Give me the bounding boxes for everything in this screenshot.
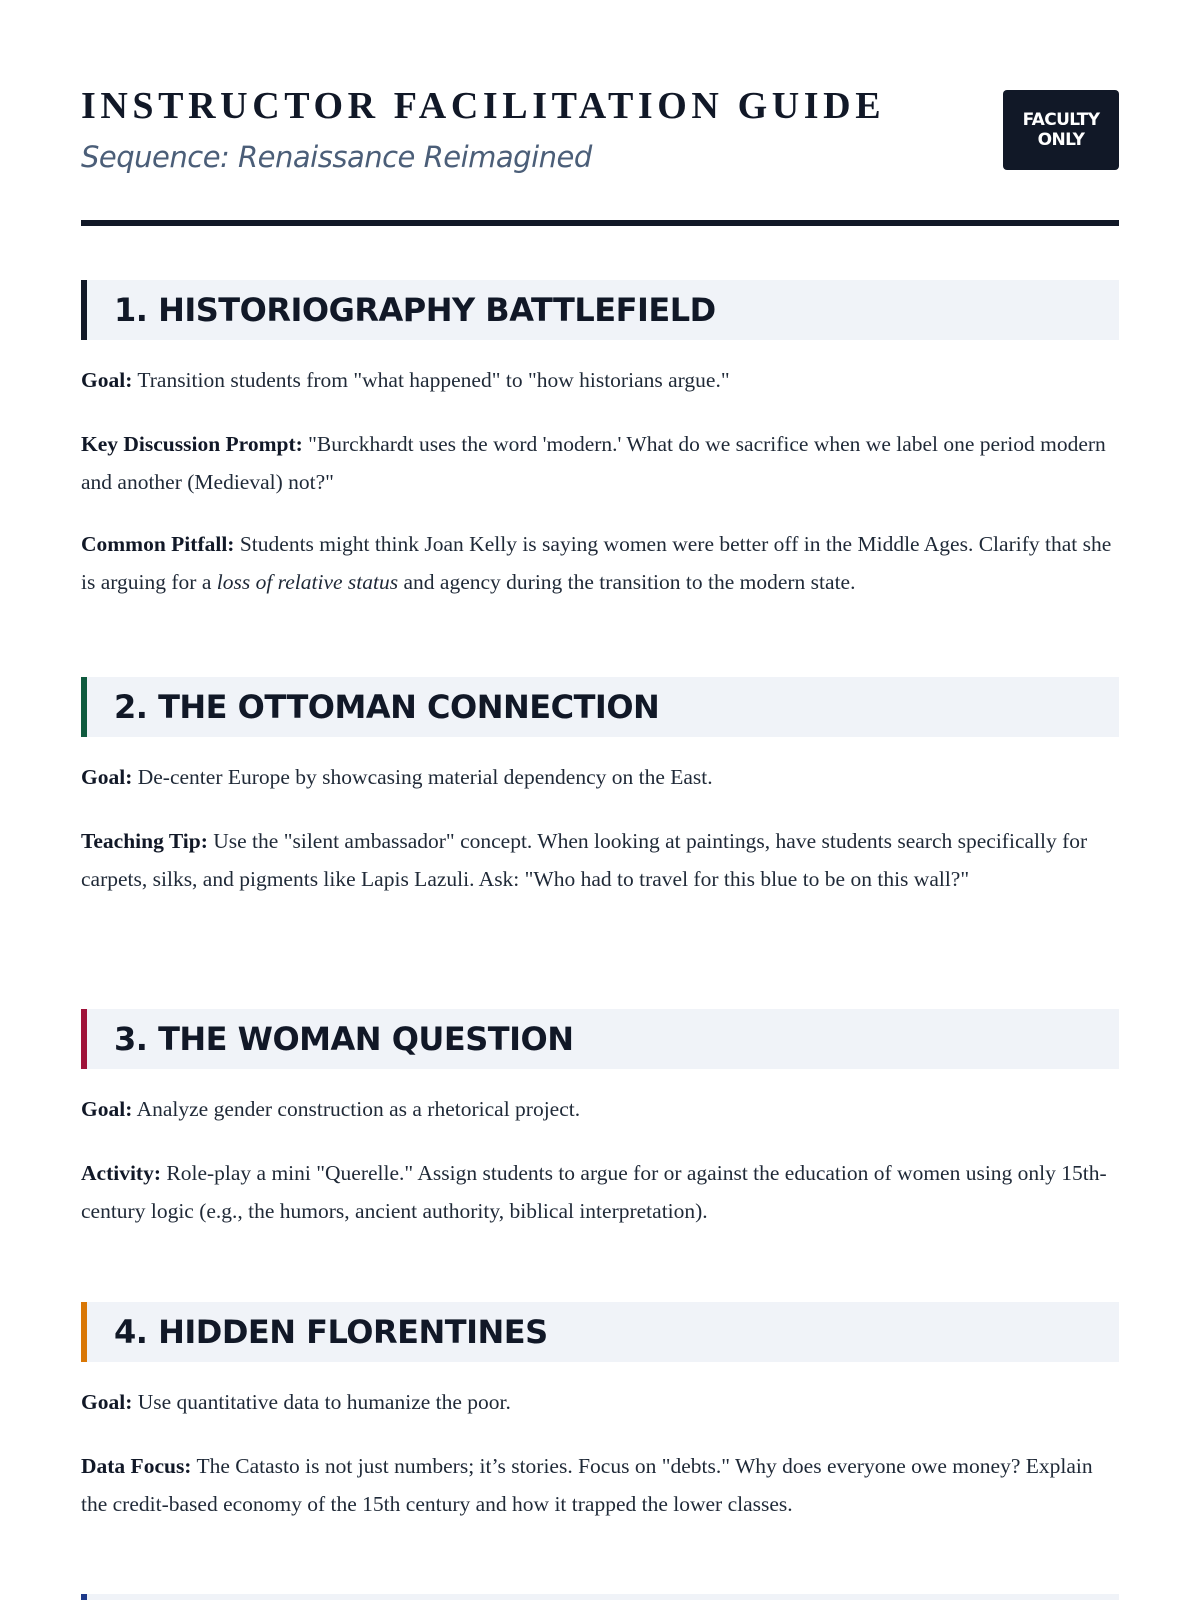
next-section-heading-bar (81, 1594, 1119, 1600)
section-heading-bar (81, 280, 1119, 340)
data-focus-text: The Catasto is not just numbers; it’s stories. Focus on "debts." Why does everyone owe money? Explain the credit-based economy of the 15th century and how it trapped the lower classes. (81, 1454, 1093, 1516)
goal-text: Use quantitative data to humanize the poor. (137, 1390, 511, 1414)
prompt-label: Key Discussion Prompt: (81, 432, 303, 456)
pitfall-paragraph (81, 525, 1119, 601)
section-ottoman (81, 677, 1119, 898)
document-title: INSTRUCTOR FACILITATION GUIDE (81, 85, 886, 127)
tip-text: Use the "silent ambassador" concept. When looking at paintings, have students search specifically for carpets, silks, and pigments like Lapis Lazuli. Ask: "Who had to travel for this blue to be on this wall?" (81, 829, 1088, 891)
section-heading: 1. HISTORIOGRAPHY BATTLEFIELD (114, 291, 716, 329)
goal-text: Analyze gender construction as a rhetorical project. (136, 1097, 581, 1121)
section-heading: 2. THE OTTOMAN CONNECTION (114, 688, 660, 726)
goal-paragraph (81, 1090, 1119, 1128)
pitfall-label: Common Pitfall: (81, 532, 235, 556)
goal-text: Transition students from "what happened" to "how historians argue." (137, 368, 730, 392)
tip-label: Teaching Tip: (81, 829, 208, 853)
section-heading-bar (81, 677, 1119, 737)
tip-paragraph (81, 822, 1119, 898)
section-historiography (81, 280, 1119, 601)
activity-paragraph (81, 1154, 1119, 1230)
document-header (81, 0, 1119, 226)
section-hidden-florentines (81, 1302, 1119, 1523)
activity-label: Activity: (81, 1161, 161, 1185)
pitfall-text-end: and agency during the transition to the modern state. (403, 570, 856, 594)
pitfall-text: Students might think Joan Kelly is saying women were better off in the Middle Ages. Clarify that she is arguing for a (81, 532, 1112, 594)
goal-paragraph (81, 1383, 1119, 1421)
section-heading-bar (81, 1009, 1119, 1069)
goal-text: De-center Europe by showcasing material dependency on the East. (137, 765, 713, 789)
data-focus-paragraph (81, 1447, 1119, 1523)
goal-label: Goal: (81, 368, 133, 392)
data-focus-label: Data Focus: (81, 1454, 192, 1478)
document-subtitle: Sequence: Renaissance Reimagined (81, 140, 592, 174)
goal-label: Goal: (81, 765, 133, 789)
goal-label: Goal: (81, 1390, 133, 1414)
goal-paragraph (81, 758, 1119, 796)
goal-paragraph (81, 361, 1119, 399)
section-woman-question (81, 1009, 1119, 1230)
guide-page (0, 0, 1200, 226)
prompt-text: "Burckhardt uses the word 'modern.' What do we sacrifice when we label one period modern and another (Medieval) not?" (81, 432, 1106, 494)
goal-label: Goal: (81, 1097, 133, 1121)
section-heading: 3. THE WOMAN QUESTION (114, 1020, 574, 1058)
pitfall-emphasis: loss of relative status (216, 570, 399, 594)
prompt-paragraph (81, 425, 1119, 501)
section-heading: 4. HIDDEN FLORENTINES (114, 1313, 548, 1351)
section-heading-bar (81, 1302, 1119, 1362)
activity-text: Role-play a mini "Querelle." Assign students to argue for or against the education of women using only 15th-century logic (e.g., the humors, ancient authority, biblical interpretation). (81, 1161, 1107, 1223)
faculty-only-badge: FACULTY ONLY (1003, 90, 1119, 170)
